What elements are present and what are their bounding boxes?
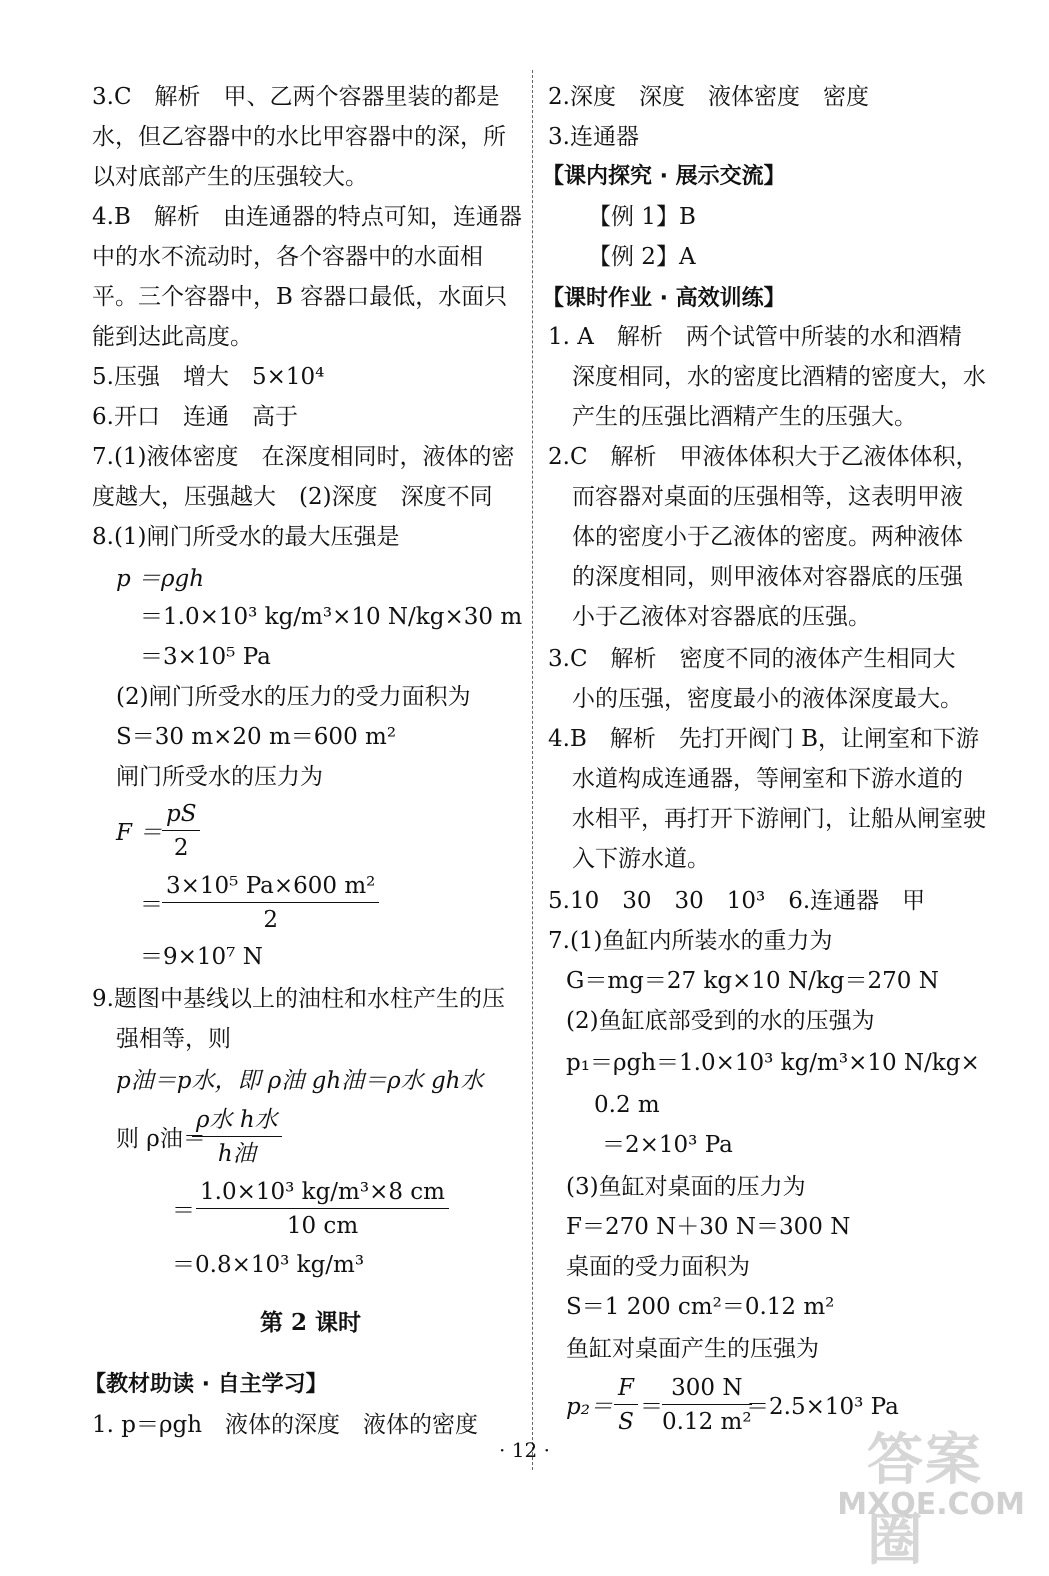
fraction-3-lhs: 则 ρ油＝ <box>116 1126 206 1152</box>
homework-4-line-3: 水相平，再打开下游闸门，让船从闸室驶 <box>572 806 986 832</box>
formula-calc-1: ＝1.0×10³ kg/m³×10 N/kg×30 m <box>140 604 523 630</box>
watermark-url: MXQE.COM <box>837 1487 1025 1522</box>
fraction-1-lhs: F ＝ <box>116 820 163 846</box>
study-answer-3: 3.连通器 <box>548 124 639 150</box>
formula-area: S＝30 m×20 m＝600 m² <box>116 724 397 750</box>
fraction-5-lhs: p₂＝ <box>566 1394 613 1420</box>
answer-3-line-2: 水，但乙容器中的水比甲容器中的深，所 <box>92 124 506 150</box>
fraction-5b <box>662 1374 752 1437</box>
answer-3-line-1: 3.C 解析 甲、乙两个容器里装的都是 <box>92 84 500 110</box>
answer-6: 6.开口 连通 高于 <box>92 404 298 430</box>
homework-7-line-2: (2)鱼缸底部受到的水的压强为 <box>566 1008 875 1034</box>
answer-8-line-1: 8.(1)闸门所受水的最大压强是 <box>92 524 400 550</box>
formula-force: F＝270 N＋30 N＝300 N <box>566 1214 851 1240</box>
fraction-5b-numerator: 300 N <box>662 1374 752 1405</box>
fraction-3 <box>192 1106 282 1169</box>
formula-p-rho-g-h: p ＝ρgh <box>116 566 205 592</box>
answer-4-line-4: 能到达此高度。 <box>92 324 253 350</box>
fraction-5a-denominator: S <box>618 1409 634 1435</box>
answer-5: 5.压强 增大 5×10⁴ <box>92 364 325 390</box>
homework-7-line-5: 鱼缸对桌面产生的压强为 <box>566 1336 819 1362</box>
answer-8-line-2: (2)闸门所受水的压力的受力面积为 <box>116 684 471 710</box>
fraction-5a-numerator: F <box>614 1374 638 1405</box>
fraction-2 <box>162 872 379 935</box>
section-heading-3: 【课时作业 · 高效训练】 <box>542 286 786 311</box>
fraction-1-denominator: 2 <box>173 835 189 861</box>
watermark-logo <box>837 1416 1037 1573</box>
section-heading-2: 【课内探究 · 展示交流】 <box>542 164 786 189</box>
answer-9-line-1: 9.题图中基线以上的油柱和水柱产生的压 <box>92 986 505 1012</box>
homework-1-line-3: 产生的压强比酒精产生的压强大。 <box>572 404 917 430</box>
answer-8-line-3: 闸门所受水的压力为 <box>116 764 323 790</box>
formula-gravity: G＝mg＝27 kg×10 N/kg＝270 N <box>566 968 939 994</box>
study-answer-2: 2.深度 深度 液体密度 密度 <box>548 84 869 110</box>
fraction-5a <box>614 1374 638 1437</box>
fraction-2-denominator: 2 <box>263 907 278 933</box>
section-heading-1: 【教材助读 · 自主学习】 <box>84 1372 328 1397</box>
fraction-2-numerator: 3×10⁵ Pa×600 m² <box>162 872 379 903</box>
column-divider <box>532 70 533 1470</box>
homework-1-line-1: 1. A 解析 两个试管中所装的水和酒精 <box>548 324 962 350</box>
answer-4-line-3: 平。三个容器中，B 容器口最低，水面只 <box>92 284 508 310</box>
answer-4-line-2: 中的水不流动时，各个容器中的水面相 <box>92 244 483 270</box>
formula-pressure-equal: p油＝p水，即 ρ油 gh油＝ρ水 gh水 <box>116 1068 484 1094</box>
answer-3-line-3: 以对底部产生的压强较大。 <box>92 164 368 190</box>
formula-pressure-1-cont: 0.2 m <box>594 1092 660 1118</box>
homework-4-line-2: 水道构成连通器，等闸室和下游水道的 <box>572 766 963 792</box>
homework-4-line-4: 入下游水道。 <box>572 846 710 872</box>
fraction-5-rhs: ＝2.5×10³ Pa <box>746 1394 899 1420</box>
watermark-text: 答案圈 <box>867 1428 983 1573</box>
answer-9-line-2: 强相等，则 <box>116 1026 231 1052</box>
homework-7-line-1: 7.(1)鱼缸内所装水的重力为 <box>548 928 833 954</box>
homework-2-line-4: 的深度相同，则甲液体对容器底的压强 <box>572 564 963 590</box>
formula-desk-area: S＝1 200 cm²＝0.12 m² <box>566 1294 835 1320</box>
fraction-5b-denominator: 0.12 m² <box>662 1409 752 1435</box>
formula-result-3: ＝0.8×10³ kg/m³ <box>172 1252 365 1278</box>
answer-7-line-2: 度越大，压强越大 (2)深度 深度不同 <box>92 484 493 510</box>
homework-4-line-1: 4.B 解析 先打开阀门 B，让闸室和下游 <box>548 726 980 752</box>
fraction-1 <box>162 800 200 863</box>
formula-result-2: ＝9×10⁷ N <box>140 944 263 970</box>
homework-3-line-1: 3.C 解析 密度不同的液体产生相同大 <box>548 646 956 672</box>
homework-1-line-2: 深度相同，水的密度比酒精的密度大，水 <box>572 364 986 390</box>
fraction-2-lhs: ＝ <box>140 892 163 918</box>
fraction-4-numerator: 1.0×10³ kg/m³×8 cm <box>196 1178 449 1209</box>
formula-pressure-1: p₁＝ρgh＝1.0×10³ kg/m³×10 N/kg× <box>566 1050 980 1076</box>
fraction-3-denominator: h油 <box>217 1141 256 1167</box>
fraction-3-numerator: ρ水 h水 <box>192 1106 282 1137</box>
homework-7-line-4: 桌面的受力面积为 <box>566 1254 750 1280</box>
homework-7-line-3: (3)鱼缸对桌面的压力为 <box>566 1174 806 1200</box>
page-number: · 12 · <box>499 1438 550 1462</box>
fraction-5-mid: ＝ <box>640 1394 663 1420</box>
answer-4-line-1: 4.B 解析 由连通器的特点可知，连通器 <box>92 204 522 230</box>
study-answer-1: 1. p＝ρgh 液体的深度 液体的密度 <box>92 1412 479 1438</box>
fraction-4-denominator: 10 cm <box>286 1213 359 1239</box>
homework-3-line-2: 小的压强，密度最小的液体深度最大。 <box>572 686 963 712</box>
fraction-4 <box>196 1178 449 1241</box>
homework-2-line-5: 小于乙液体对容器底的压强。 <box>572 604 871 630</box>
example-1: 【例 1】B <box>588 204 696 230</box>
formula-result-1: ＝3×10⁵ Pa <box>140 644 271 670</box>
fraction-4-lhs: ＝ <box>172 1198 195 1224</box>
homework-2-line-2: 而容器对桌面的压强相等，这表明甲液 <box>572 484 963 510</box>
homework-2-line-3: 体的密度小于乙液体的密度。两种液体 <box>572 524 963 550</box>
homework-2-line-1: 2.C 解析 甲液体体积大于乙液体体积， <box>548 444 979 470</box>
homework-5-6: 5.10 30 30 10³ 6.连通器 甲 <box>548 888 926 914</box>
answer-7-line-1: 7.(1)液体密度 在深度相同时，液体的密 <box>92 444 515 470</box>
lesson-title: 第 2 课时 <box>260 1309 362 1336</box>
formula-pressure-1-result: ＝2×10³ Pa <box>602 1132 733 1158</box>
example-2: 【例 2】A <box>588 244 696 270</box>
fraction-1-numerator: pS <box>162 800 200 831</box>
